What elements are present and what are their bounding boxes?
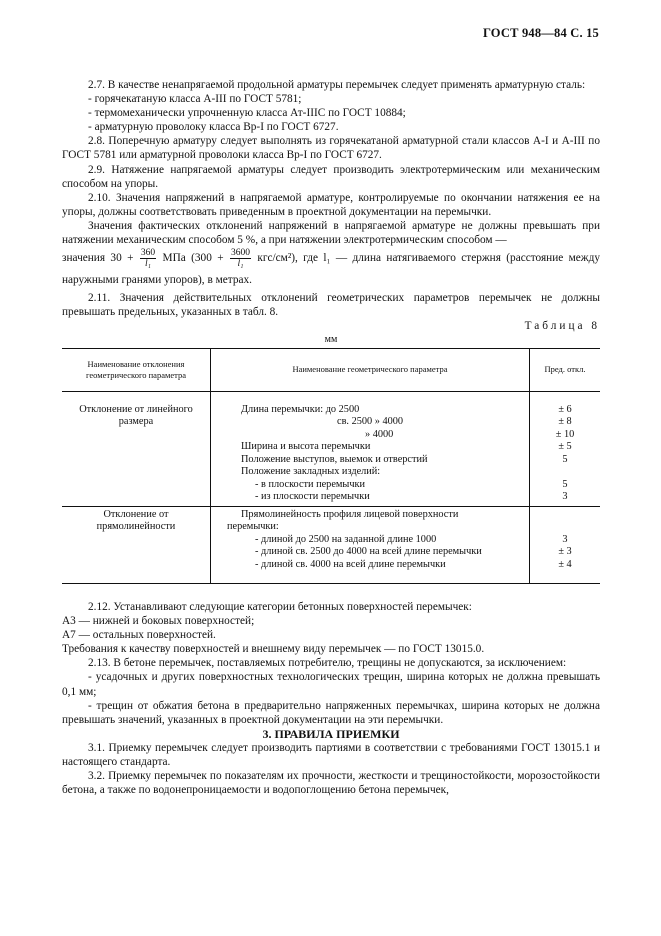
- clause-2-7-item: - термомеханически упрочненную класса Ат-IIIС по ГОСТ 10884;: [88, 107, 406, 120]
- param-line: - длиной св. 4000 на всей длине перемычки: [255, 558, 446, 570]
- limit-value: 3: [562, 533, 568, 545]
- clause-2-13-item: - усадочных и других поверхностных технологических трещин, ширина которых не должна превышать 0,1 мм;: [62, 671, 600, 698]
- param-line: Положение выступов, выемок и отверстий: [241, 453, 428, 465]
- fraction-mpa: [140, 248, 156, 269]
- clause-2-10: 2.10. Значения напряжений в напрягаемой арматуре, контролируемые по окончании натяжения ее на упоры, должны соответствовать приведенным в проектной документации на перемычки.: [62, 191, 600, 218]
- param-line: - длиной до 2500 на заданной длине 1000: [255, 533, 437, 545]
- param-line: Прямолинейность профиля лицевой поверхности: [241, 508, 459, 520]
- fraction-numerator: 360: [140, 248, 156, 259]
- fraction-kgs: [230, 248, 251, 269]
- surface-category: А3 — нижней и боковых поверхностей;: [62, 615, 255, 628]
- param-line: » 4000: [365, 428, 394, 440]
- surface-category: А7 — остальных поверхностей.: [62, 629, 216, 642]
- param-line: перемычки:: [227, 521, 279, 532]
- fraction-denominator: l₁: [237, 259, 244, 270]
- formula-prefix: значения 30 +: [62, 252, 134, 265]
- table-caption: Таблица 8: [524, 320, 600, 333]
- limit-value: 5: [562, 478, 568, 490]
- document-body: [62, 78, 600, 797]
- clause-2-13-item: - трещин от обжатия бетона в предварительно напряженных перемычках, ширина которых не должна превышать значений, указанных в проектной документации на эти перемычки.: [62, 699, 600, 726]
- clause-2-9: 2.9. Натяжение напрягаемой арматуры следует производить электротермическим или механическим способом на упоры.: [62, 163, 600, 190]
- clause-3-2: 3.2. Приемку перемычек по показателям их прочности, жесткости и трещиностойкости, морозостойкости бетона, а также по водонепроницаемости и водопоглощению бетона перемычек,: [62, 770, 600, 797]
- row-deviation-name: Отклонение от линейного размера: [79, 403, 193, 427]
- spacer: [62, 584, 600, 600]
- limit-value: 3: [562, 491, 568, 502]
- param-line: Ширина и высота перемычки: [241, 441, 371, 452]
- limit-value: ± 8: [558, 416, 572, 427]
- limit-value: ± 6: [558, 403, 572, 415]
- param-line: - из плоскости перемычки: [255, 491, 370, 502]
- clause-2-7-item: - горячекатаную класса А-III по ГОСТ 5781;: [88, 93, 302, 106]
- clause-2-10-deviation: Значения фактических отклонений напряжений в напрягаемой арматуре не должны превышать при натяжении механическим способом 5 %, а при натяжении электротермическим способом —: [62, 219, 600, 247]
- header-deviation-name: Наименование отклонения геометрического параметра: [62, 348, 211, 391]
- row-parameters: [211, 391, 530, 506]
- formula-suffix: кгс/см²), где l₁ — длина натягиваемого стержня (расстояние между наружными гранями упоров), в метрах.: [62, 252, 601, 287]
- page-header: ГОСТ 948—84 С. 15: [482, 26, 599, 40]
- limit-value: 5: [562, 453, 568, 465]
- param-line: Положение закладных изделий:: [241, 466, 381, 477]
- param-line: - в плоскости перемычки: [255, 478, 366, 490]
- param-line: Длина перемычки: до 2500: [241, 403, 360, 415]
- clause-2-12: 2.12. Устанавливают следующие категории бетонных поверхностей перемычек:: [88, 601, 472, 613]
- clause-2-7: 2.7. В качестве ненапрягаемой продольной арматуры перемычек следует применять арматурную сталь:: [88, 79, 586, 91]
- row-limits: [530, 506, 601, 584]
- table-row: [62, 391, 600, 506]
- clause-2-11: 2.11. Значения действительных отклонений геометрических параметров перемычек не должны превышать предельных, указанных в табл. 8.: [62, 292, 600, 319]
- limit-value: [534, 509, 596, 522]
- limit-value: [534, 466, 596, 479]
- param-line: св. 2500 » 4000: [337, 416, 404, 427]
- formula-middle: МПа (300 +: [162, 252, 224, 265]
- limit-value: ± 3: [558, 546, 572, 557]
- table-units: мм: [324, 334, 338, 346]
- clause-2-8: 2.8. Поперечную арматуру следует выполнять из горячекатаной арматурной стали классов А-I и А-III по ГОСТ 5781 или арматурной проволоки класса Вр-I по ГОСТ 6727.: [62, 135, 600, 162]
- param-line: - длиной св. 2500 до 4000 на всей длине перемычки: [255, 546, 482, 557]
- section-heading: 3. ПРАВИЛА ПРИЕМКИ: [262, 726, 400, 741]
- header-limit: Пред. откл.: [530, 348, 601, 391]
- row-deviation-name: Отклонение от прямолинейности: [62, 506, 211, 584]
- header-parameter-name: Наименование геометрического параметра: [211, 348, 530, 391]
- table-header-row: [62, 348, 600, 391]
- limit-value: ± 5: [558, 441, 572, 452]
- clause-2-13: 2.13. В бетоне перемычек, поставляемых потребителю, трещины не допускаются, за исключением:: [88, 657, 567, 670]
- clause-3-1: 3.1. Приемку перемычек следует производить партиями в соответствии с требованиями ГОСТ 13015.1 и настоящего стандарта.: [62, 741, 600, 769]
- limit-value: [534, 521, 596, 534]
- row-parameters: [211, 506, 530, 584]
- stress-formula: [62, 247, 600, 291]
- table-8: [62, 348, 600, 585]
- table-row: [62, 506, 600, 584]
- limit-value: ± 10: [555, 428, 575, 440]
- clause-2-7-item: - арматурную проволоку класса Вр-I по ГОСТ 6727.: [88, 121, 339, 134]
- clause-2-12-requirements: Требования к качеству поверхностей и внешнему виду перемычек — по ГОСТ 13015.0.: [62, 643, 485, 656]
- row-limits: [530, 391, 601, 506]
- limit-value: ± 4: [558, 558, 572, 570]
- fraction-numerator: 3600: [231, 248, 250, 259]
- fraction-denominator: l₁: [145, 259, 151, 270]
